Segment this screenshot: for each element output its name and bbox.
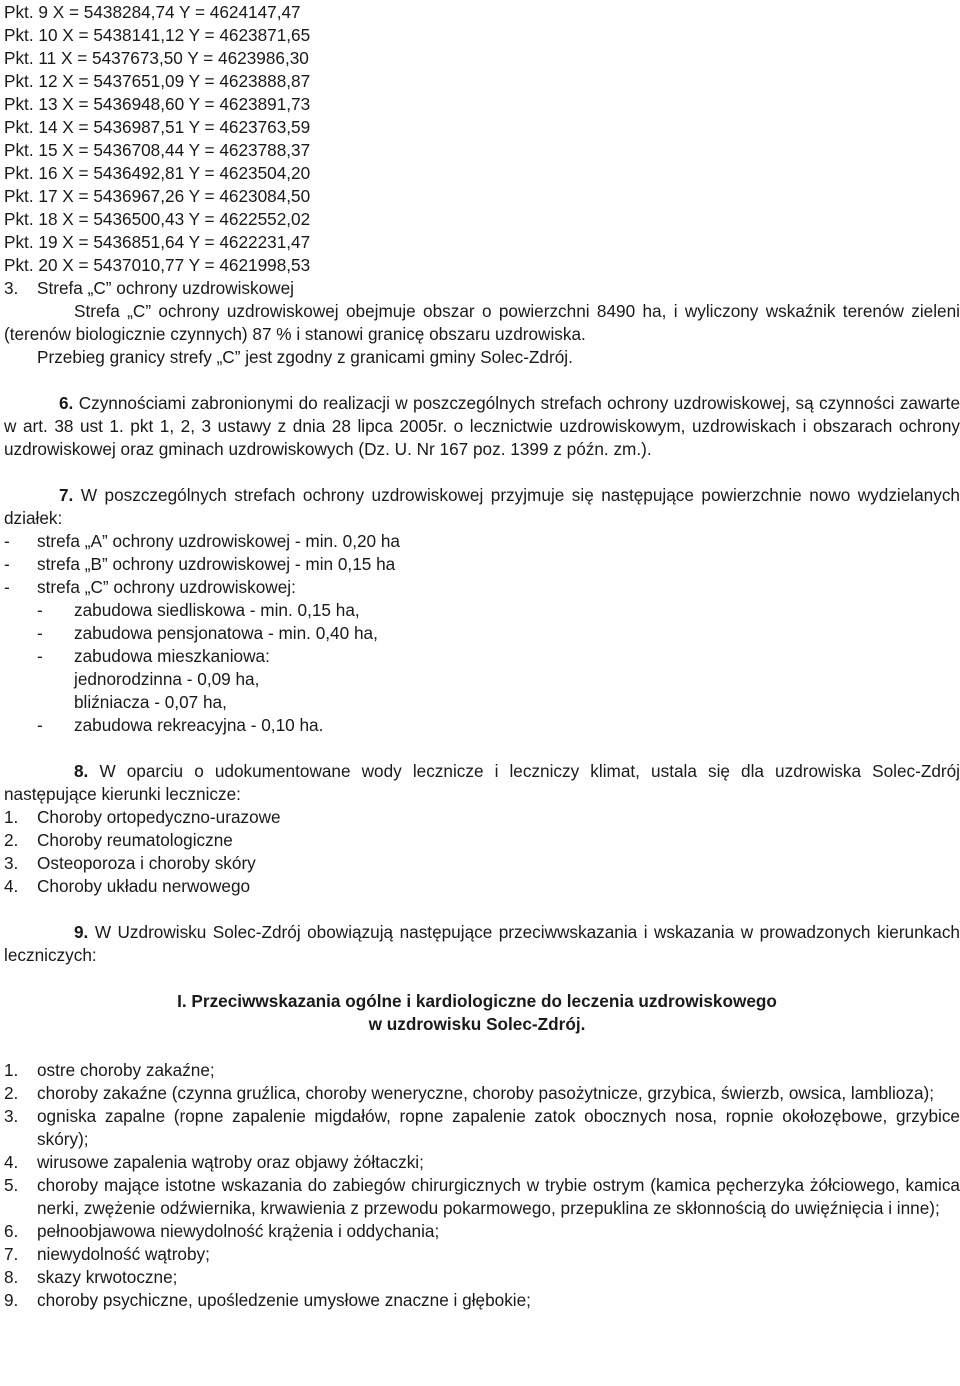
zone-b-row [4, 553, 960, 576]
section-7-text: W poszczególnych strefach ochrony uzdrowiskowej przyjmuje się następujące powierzchnie nowo wydzielanych działek: [4, 485, 960, 528]
sub-rule-text: zabudowa mieszkaniowa: [74, 646, 270, 666]
contraindication-item [4, 1151, 960, 1174]
section-6-number: 6. [59, 393, 74, 413]
zone-a-row [4, 530, 960, 553]
coordinate-point: Pkt. 12 X = 5437651,09 Y = 4623888,87 [4, 71, 311, 91]
item-text: ogniska zapalne (ropne zapalenie migdałów, ropne zapalenie zatok obocznych nosa, ropnie okołozębowe, grzybice skóry); [37, 1106, 960, 1149]
sub-rule-text: zabudowa pensjonatowa - min. 0,40 ha, [74, 623, 378, 643]
item-number: 1. [4, 1060, 19, 1080]
sub-rule-text: zabudowa siedliskowa - min. 0,15 ha, [74, 600, 360, 620]
item-number: 4. [4, 1152, 19, 1172]
contraindication-item [4, 1082, 960, 1105]
section-i-heading-line-1: I. Przeciwwskazania ogólne i kardiologiczne do leczenia uzdrowiskowego [177, 991, 777, 1011]
contraindication-item [4, 1243, 960, 1266]
item-text: choroby psychiczne, upośledzenie umysłowe znaczne i głębokie; [37, 1290, 531, 1310]
spacer [4, 369, 960, 392]
section-6-text: Czynnościami zabronionymi do realizacji w poszczególnych strefach ochrony uzdrowiskowej, są czynności zawarte w art. 38 ust 1. pkt 1, 2, 3 ustawy z dnia 28 lipca 2005r. o lecznictwie uzdrowiskowym, uzdrowiskach i obszarach ochrony uzdrowiskowej oraz gminach uzdrowiskowych (Dz. U. Nr 167 poz. 1399 z późn. zm.). [4, 393, 960, 459]
item-number: 5. [4, 1175, 19, 1195]
coordinate-point: Pkt. 18 X = 5436500,43 Y = 4622552,02 [4, 209, 311, 229]
section-i-heading-line-2: w uzdrowisku Solec-Zdrój. [368, 1014, 586, 1034]
spacer [4, 1036, 960, 1059]
item-text: niewydolność wątroby; [37, 1244, 210, 1264]
zone-c-sub-4 [37, 714, 960, 737]
coordinate-point: Pkt. 20 X = 5437010,77 Y = 4621998,53 [4, 255, 311, 275]
section-6 [4, 392, 960, 461]
contraindication-item [4, 1289, 960, 1312]
zone-c-boundary-text: Przebieg granicy strefy „C” jest zgodny z granicami gminy Solec-Zdrój. [37, 347, 573, 367]
section-9-intro [4, 921, 960, 967]
bullet-dash: - [37, 600, 43, 620]
contraindications-list [4, 1059, 960, 1312]
item-text: choroby zakaźne (czynna gruźlica, choroby weneryczne, choroby pasożytnicze, grzybica, świerzb, owsica, lamblioza); [37, 1083, 935, 1103]
coordinate-point: Pkt. 10 X = 5438141,12 Y = 4623871,65 [4, 25, 311, 45]
bullet-dash: - [37, 623, 43, 643]
bullet-dash: - [4, 531, 10, 551]
coordinate-point: Pkt. 14 X = 5436987,51 Y = 4623763,59 [4, 117, 311, 137]
item-text: Choroby reumatologiczne [37, 830, 233, 850]
zone-c-sub-3 [37, 645, 960, 668]
item-text: wirusowe zapalenia wątroby oraz objawy żółtaczki; [37, 1152, 424, 1172]
contraindication-item [4, 1174, 960, 1220]
coordinate-point: Pkt. 13 X = 5436948,60 Y = 4623891,73 [4, 94, 311, 114]
zone-c-title: Strefa „C” ochrony uzdrowiskowej [37, 278, 294, 298]
item-text: pełnoobjawowa niewydolność krążenia i oddychania; [37, 1221, 440, 1241]
zone-c-heading [4, 277, 960, 300]
zone-c-text: Strefa „C” ochrony uzdrowiskowej obejmuje obszar o powierzchni 8490 ha, i wyliczony wskaźnik terenów zieleni (terenów biologicznie czynnych) 87 % i stanowi granicę obszaru uzdrowiska. [4, 301, 960, 344]
item-number: 4. [4, 876, 19, 896]
bullet-dash: - [37, 715, 43, 735]
contraindication-item [4, 1220, 960, 1243]
section-8-number: 8. [74, 761, 89, 781]
zone-c-rule: strefa „C” ochrony uzdrowiskowej: [37, 577, 296, 597]
coordinate-point: Pkt. 9 X = 5438284,74 Y = 4624147,47 [4, 2, 301, 22]
treatment-direction-item [4, 852, 960, 875]
section-7-intro [4, 484, 960, 530]
section-8-text: W oparciu o udokumentowane wody lecznicze i leczniczy klimat, ustala się dla uzdrowiska Solec-Zdrój następujące kierunki lecznicze: [4, 761, 960, 804]
sub-rule-text: zabudowa rekreacyjna - 0,10 ha. [74, 715, 324, 735]
zone-c-sub-3b: bliźniacza - 0,07 ha, [74, 692, 227, 712]
section-9-number: 9. [74, 922, 89, 942]
item-number: 2. [4, 1083, 19, 1103]
item-number: 2. [4, 830, 19, 850]
spacer [4, 461, 960, 484]
treatment-direction-item [4, 829, 960, 852]
item-number: 6. [4, 1221, 19, 1241]
item-text: choroby mające istotne wskazania do zabiegów chirurgicznych w trybie ostrym (kamica pęcherzyka żółciowego, kamica nerki, zwężenie odźwiernika, krwawienia z przewodu pokarmowego, przepuklina ze skłonnością do uwięźnięcia i inne); [37, 1175, 960, 1218]
spacer [4, 898, 960, 921]
coordinate-point: Pkt. 17 X = 5436967,26 Y = 4623084,50 [4, 186, 311, 206]
zone-c-description [4, 300, 960, 369]
zone-c-row [4, 576, 960, 599]
bullet-dash: - [37, 646, 43, 666]
treatment-direction-item [4, 806, 960, 829]
coordinate-point: Pkt. 15 X = 5436708,44 Y = 4623788,37 [4, 140, 311, 160]
item-text: Choroby układu nerwowego [37, 876, 251, 896]
zone-a-rule: strefa „A” ochrony uzdrowiskowej - min. 0,20 ha [37, 531, 400, 551]
item-number: 3. [4, 1106, 19, 1126]
zone-b-rule: strefa „B” ochrony uzdrowiskowej - min 0,15 ha [37, 554, 396, 574]
zone-c-sub-2 [37, 622, 960, 645]
item-number: 1. [4, 807, 19, 827]
item-number: 7. [4, 1244, 19, 1264]
item-number: 9. [4, 1290, 19, 1310]
item-number: 8. [4, 1267, 19, 1287]
contraindication-item [4, 1266, 960, 1289]
section-9-text: W Uzdrowisku Solec-Zdrój obowiązują następujące przeciwwskazania i wskazania w prowadzonych kierunkach leczniczych: [4, 922, 960, 965]
zone-c-sub-3a: jednorodzinna - 0,09 ha, [74, 669, 260, 689]
zone-c-number: 3. [4, 278, 19, 298]
item-text: skazy krwotoczne; [37, 1267, 178, 1287]
item-text: Osteoporoza i choroby skóry [37, 853, 256, 873]
bullet-dash: - [4, 577, 10, 597]
contraindication-item [4, 1059, 960, 1082]
treatment-direction-item [4, 875, 960, 898]
treatment-directions-list [4, 806, 960, 898]
coordinate-point: Pkt. 19 X = 5436851,64 Y = 4622231,47 [4, 232, 311, 252]
coordinate-point: Pkt. 11 X = 5437673,50 Y = 4623986,30 [4, 48, 309, 68]
item-text: ostre choroby zakaźne; [37, 1060, 215, 1080]
spacer [4, 967, 960, 990]
spacer [4, 737, 960, 760]
contraindication-item [4, 1105, 960, 1151]
item-text: Choroby ortopedyczno-urazowe [37, 807, 281, 827]
coordinate-point: Pkt. 16 X = 5436492,81 Y = 4623504,20 [4, 163, 311, 183]
coordinate-point-list [4, 1, 960, 277]
section-8-intro [4, 760, 960, 806]
bullet-dash: - [4, 554, 10, 574]
zone-c-sub-1 [37, 599, 960, 622]
section-7-number: 7. [59, 485, 74, 505]
item-number: 3. [4, 853, 19, 873]
